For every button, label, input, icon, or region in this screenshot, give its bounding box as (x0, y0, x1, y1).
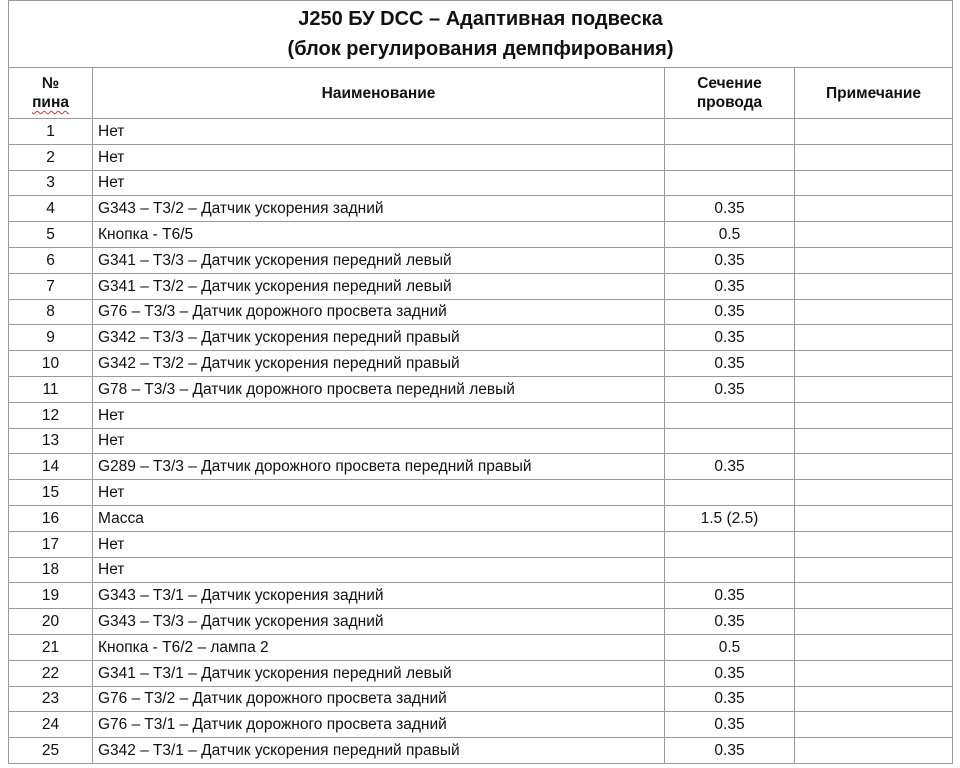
pin-cell: 1 (9, 119, 93, 145)
pin-cell: 25 (9, 738, 93, 764)
table-row (9, 402, 953, 428)
pin-cell: 18 (9, 557, 93, 583)
pin-cell: 4 (9, 196, 93, 222)
table-row (9, 196, 953, 222)
name-cell: G341 – T3/3 – Датчик ускорения передний левый (93, 247, 665, 273)
note-cell (795, 196, 953, 222)
wire-section-cell: 0.35 (665, 247, 795, 273)
table-row (9, 144, 953, 170)
name-cell: Масса (93, 505, 665, 531)
table-row (9, 660, 953, 686)
table-row (9, 376, 953, 402)
table-row (9, 583, 953, 609)
wire-section-cell: 0.35 (665, 376, 795, 402)
wire-section-cell: 0.35 (665, 609, 795, 635)
pin-cell: 11 (9, 376, 93, 402)
name-cell: G342 – T3/2 – Датчик ускорения передний правый (93, 351, 665, 377)
name-cell: Нет (93, 480, 665, 506)
name-cell: Нет (93, 428, 665, 454)
pin-cell: 9 (9, 325, 93, 351)
wire-section-cell: 0.35 (665, 325, 795, 351)
note-cell (795, 454, 953, 480)
header-wire-line-2: провода (696, 94, 763, 111)
wire-section-cell: 0.35 (665, 686, 795, 712)
pin-cell: 19 (9, 583, 93, 609)
pin-cell: 10 (9, 351, 93, 377)
pin-cell: 14 (9, 454, 93, 480)
pinout-table (8, 0, 953, 764)
table-row (9, 531, 953, 557)
note-cell (795, 144, 953, 170)
note-cell (795, 531, 953, 557)
note-cell (795, 247, 953, 273)
table-body (9, 119, 953, 764)
name-cell: Нет (93, 119, 665, 145)
title-line-2: (блок регулирования демпфирования) (287, 38, 674, 60)
pin-cell: 22 (9, 660, 93, 686)
wire-section-cell (665, 557, 795, 583)
note-cell (795, 351, 953, 377)
note-cell (795, 480, 953, 506)
wire-section-cell: 0.35 (665, 712, 795, 738)
note-cell (795, 273, 953, 299)
wire-section-cell (665, 531, 795, 557)
note-cell (795, 299, 953, 325)
header-pin-line-2: пина (32, 94, 69, 111)
name-cell: Нет (93, 402, 665, 428)
name-cell: G76 – T3/1 – Датчик дорожного просвета задний (93, 712, 665, 738)
note-cell (795, 428, 953, 454)
note-cell (795, 170, 953, 196)
wire-section-cell (665, 119, 795, 145)
table-row (9, 480, 953, 506)
wire-section-cell: 0.35 (665, 351, 795, 377)
title-line-1: J250 БУ DCC – Адаптивная подвеска (298, 8, 663, 30)
table-row (9, 222, 953, 248)
name-cell: Кнопка - T6/2 – лампа 2 (93, 634, 665, 660)
name-cell: G289 – T3/3 – Датчик дорожного просвета передний правый (93, 454, 665, 480)
wire-section-cell: 0.35 (665, 660, 795, 686)
wire-section-cell: 0.35 (665, 196, 795, 222)
table-row (9, 454, 953, 480)
pin-cell: 2 (9, 144, 93, 170)
wire-section-cell: 0.35 (665, 273, 795, 299)
header-pin (9, 68, 93, 119)
table-row (9, 428, 953, 454)
table-title (9, 1, 953, 68)
note-cell (795, 325, 953, 351)
note-cell (795, 583, 953, 609)
name-cell: G76 – T3/3 – Датчик дорожного просвета задний (93, 299, 665, 325)
note-cell (795, 505, 953, 531)
table-row (9, 119, 953, 145)
note-cell (795, 738, 953, 764)
name-cell: G78 – T3/3 – Датчик дорожного просвета передний левый (93, 376, 665, 402)
name-cell: G341 – T3/1 – Датчик ускорения передний левый (93, 660, 665, 686)
pin-cell: 17 (9, 531, 93, 557)
note-cell (795, 712, 953, 738)
table-row (9, 738, 953, 764)
table-row (9, 557, 953, 583)
wire-section-cell: 0.35 (665, 299, 795, 325)
table-row (9, 325, 953, 351)
pin-cell: 3 (9, 170, 93, 196)
header-wire-section (665, 68, 795, 119)
wire-section-cell: 0.35 (665, 454, 795, 480)
name-cell: G76 – T3/2 – Датчик дорожного просвета задний (93, 686, 665, 712)
table-row (9, 170, 953, 196)
name-cell: G343 – T3/2 – Датчик ускорения задний (93, 196, 665, 222)
name-cell: Нет (93, 531, 665, 557)
wire-section-cell (665, 144, 795, 170)
wire-section-cell (665, 170, 795, 196)
pin-cell: 21 (9, 634, 93, 660)
name-cell: G342 – T3/3 – Датчик ускорения передний правый (93, 325, 665, 351)
pin-cell: 5 (9, 222, 93, 248)
wire-section-cell (665, 428, 795, 454)
title-row (9, 1, 953, 68)
name-cell: G342 – T3/1 – Датчик ускорения передний правый (93, 738, 665, 764)
note-cell (795, 557, 953, 583)
table-row (9, 273, 953, 299)
pin-cell: 12 (9, 402, 93, 428)
wire-section-cell: 0.5 (665, 634, 795, 660)
wire-section-cell (665, 402, 795, 428)
table-row (9, 686, 953, 712)
wire-section-cell: 0.5 (665, 222, 795, 248)
note-cell (795, 222, 953, 248)
table-row (9, 634, 953, 660)
header-row (9, 68, 953, 119)
note-cell (795, 119, 953, 145)
table-row (9, 247, 953, 273)
name-cell: Нет (93, 557, 665, 583)
pin-cell: 20 (9, 609, 93, 635)
pinout-document (8, 0, 952, 764)
pin-cell: 6 (9, 247, 93, 273)
pin-cell: 24 (9, 712, 93, 738)
name-cell: G343 – T3/3 – Датчик ускорения задний (93, 609, 665, 635)
note-cell (795, 660, 953, 686)
header-pin-line-1: № (41, 75, 60, 92)
note-cell (795, 686, 953, 712)
note-cell (795, 402, 953, 428)
pin-cell: 23 (9, 686, 93, 712)
header-name: Наименование (93, 68, 665, 119)
pin-cell: 8 (9, 299, 93, 325)
pin-cell: 15 (9, 480, 93, 506)
pin-cell: 13 (9, 428, 93, 454)
pin-cell: 16 (9, 505, 93, 531)
table-row (9, 351, 953, 377)
table-row (9, 505, 953, 531)
table-row (9, 712, 953, 738)
pin-cell: 7 (9, 273, 93, 299)
wire-section-cell: 0.35 (665, 738, 795, 764)
wire-section-cell: 1.5 (2.5) (665, 505, 795, 531)
note-cell (795, 376, 953, 402)
name-cell: Нет (93, 144, 665, 170)
note-cell (795, 634, 953, 660)
wire-section-cell (665, 480, 795, 506)
note-cell (795, 609, 953, 635)
header-wire-line-1: Сечение (697, 75, 762, 92)
wire-section-cell: 0.35 (665, 583, 795, 609)
name-cell: G343 – T3/1 – Датчик ускорения задний (93, 583, 665, 609)
name-cell: Нет (93, 170, 665, 196)
name-cell: Кнопка - T6/5 (93, 222, 665, 248)
table-row (9, 299, 953, 325)
name-cell: G341 – T3/2 – Датчик ускорения передний левый (93, 273, 665, 299)
table-row (9, 609, 953, 635)
header-note: Примечание (795, 68, 953, 119)
